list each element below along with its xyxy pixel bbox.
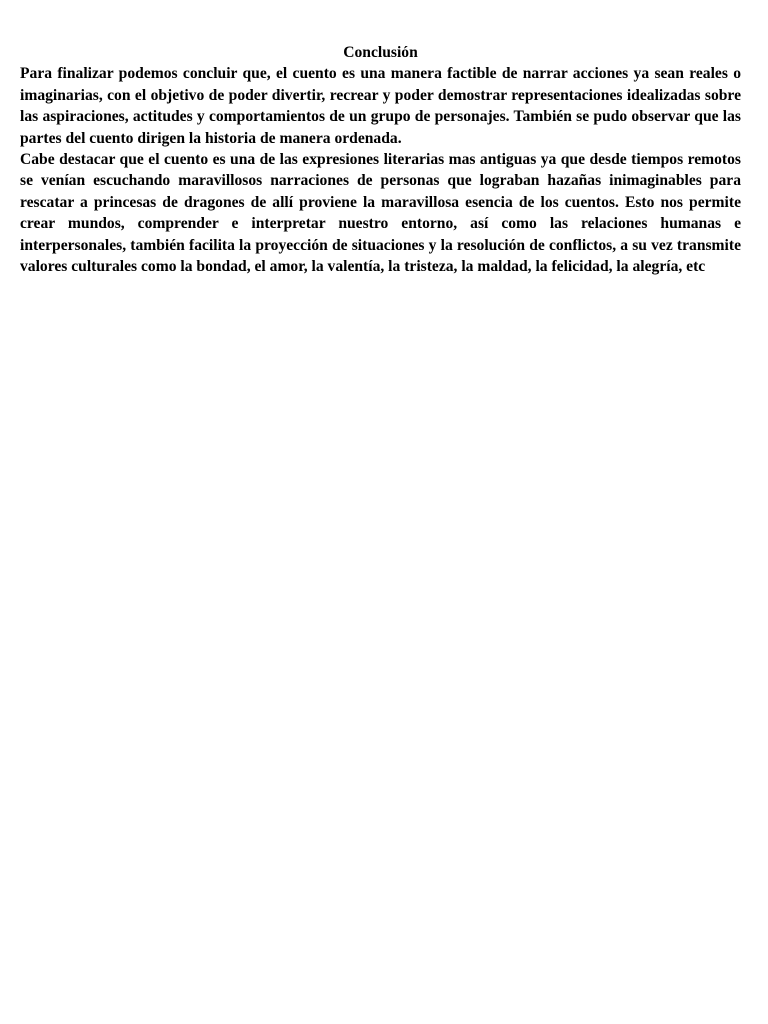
- document-title: Conclusión: [343, 44, 418, 61]
- document-page: [20, 42, 741, 277]
- paragraph-2: Cabe destacar que el cuento es una de las expresiones literarias mas antiguas ya que desde tiempos remotos se venían escuchando maravillosos narraciones de personas que lograban hazañas inimaginables para rescatar a princesas de dragones de allí proviene la maravillosa esencia de los cuentos. Esto nos permite crear mundos, comprender e interpretar nuestro entorno, así como las relaciones humanas e interpersonales, también facilita la proyección de situaciones y la resolución de conflictos, a su vez transmite valores culturales como la bondad, el amor, la valentía, la tristeza, la maldad, la felicidad, la alegría, etc: [20, 151, 741, 276]
- paragraph-1: Para finalizar podemos concluir que, el cuento es una manera factible de narrar acciones ya sean reales o imaginarias, con el objetivo de poder divertir, recrear y poder demostrar representaciones idealizadas sobre las aspiraciones, actitudes y comportamientos de un grupo de personajes. También se pudo observar que las partes del cuento dirigen la historia de manera ordenada.: [20, 65, 741, 147]
